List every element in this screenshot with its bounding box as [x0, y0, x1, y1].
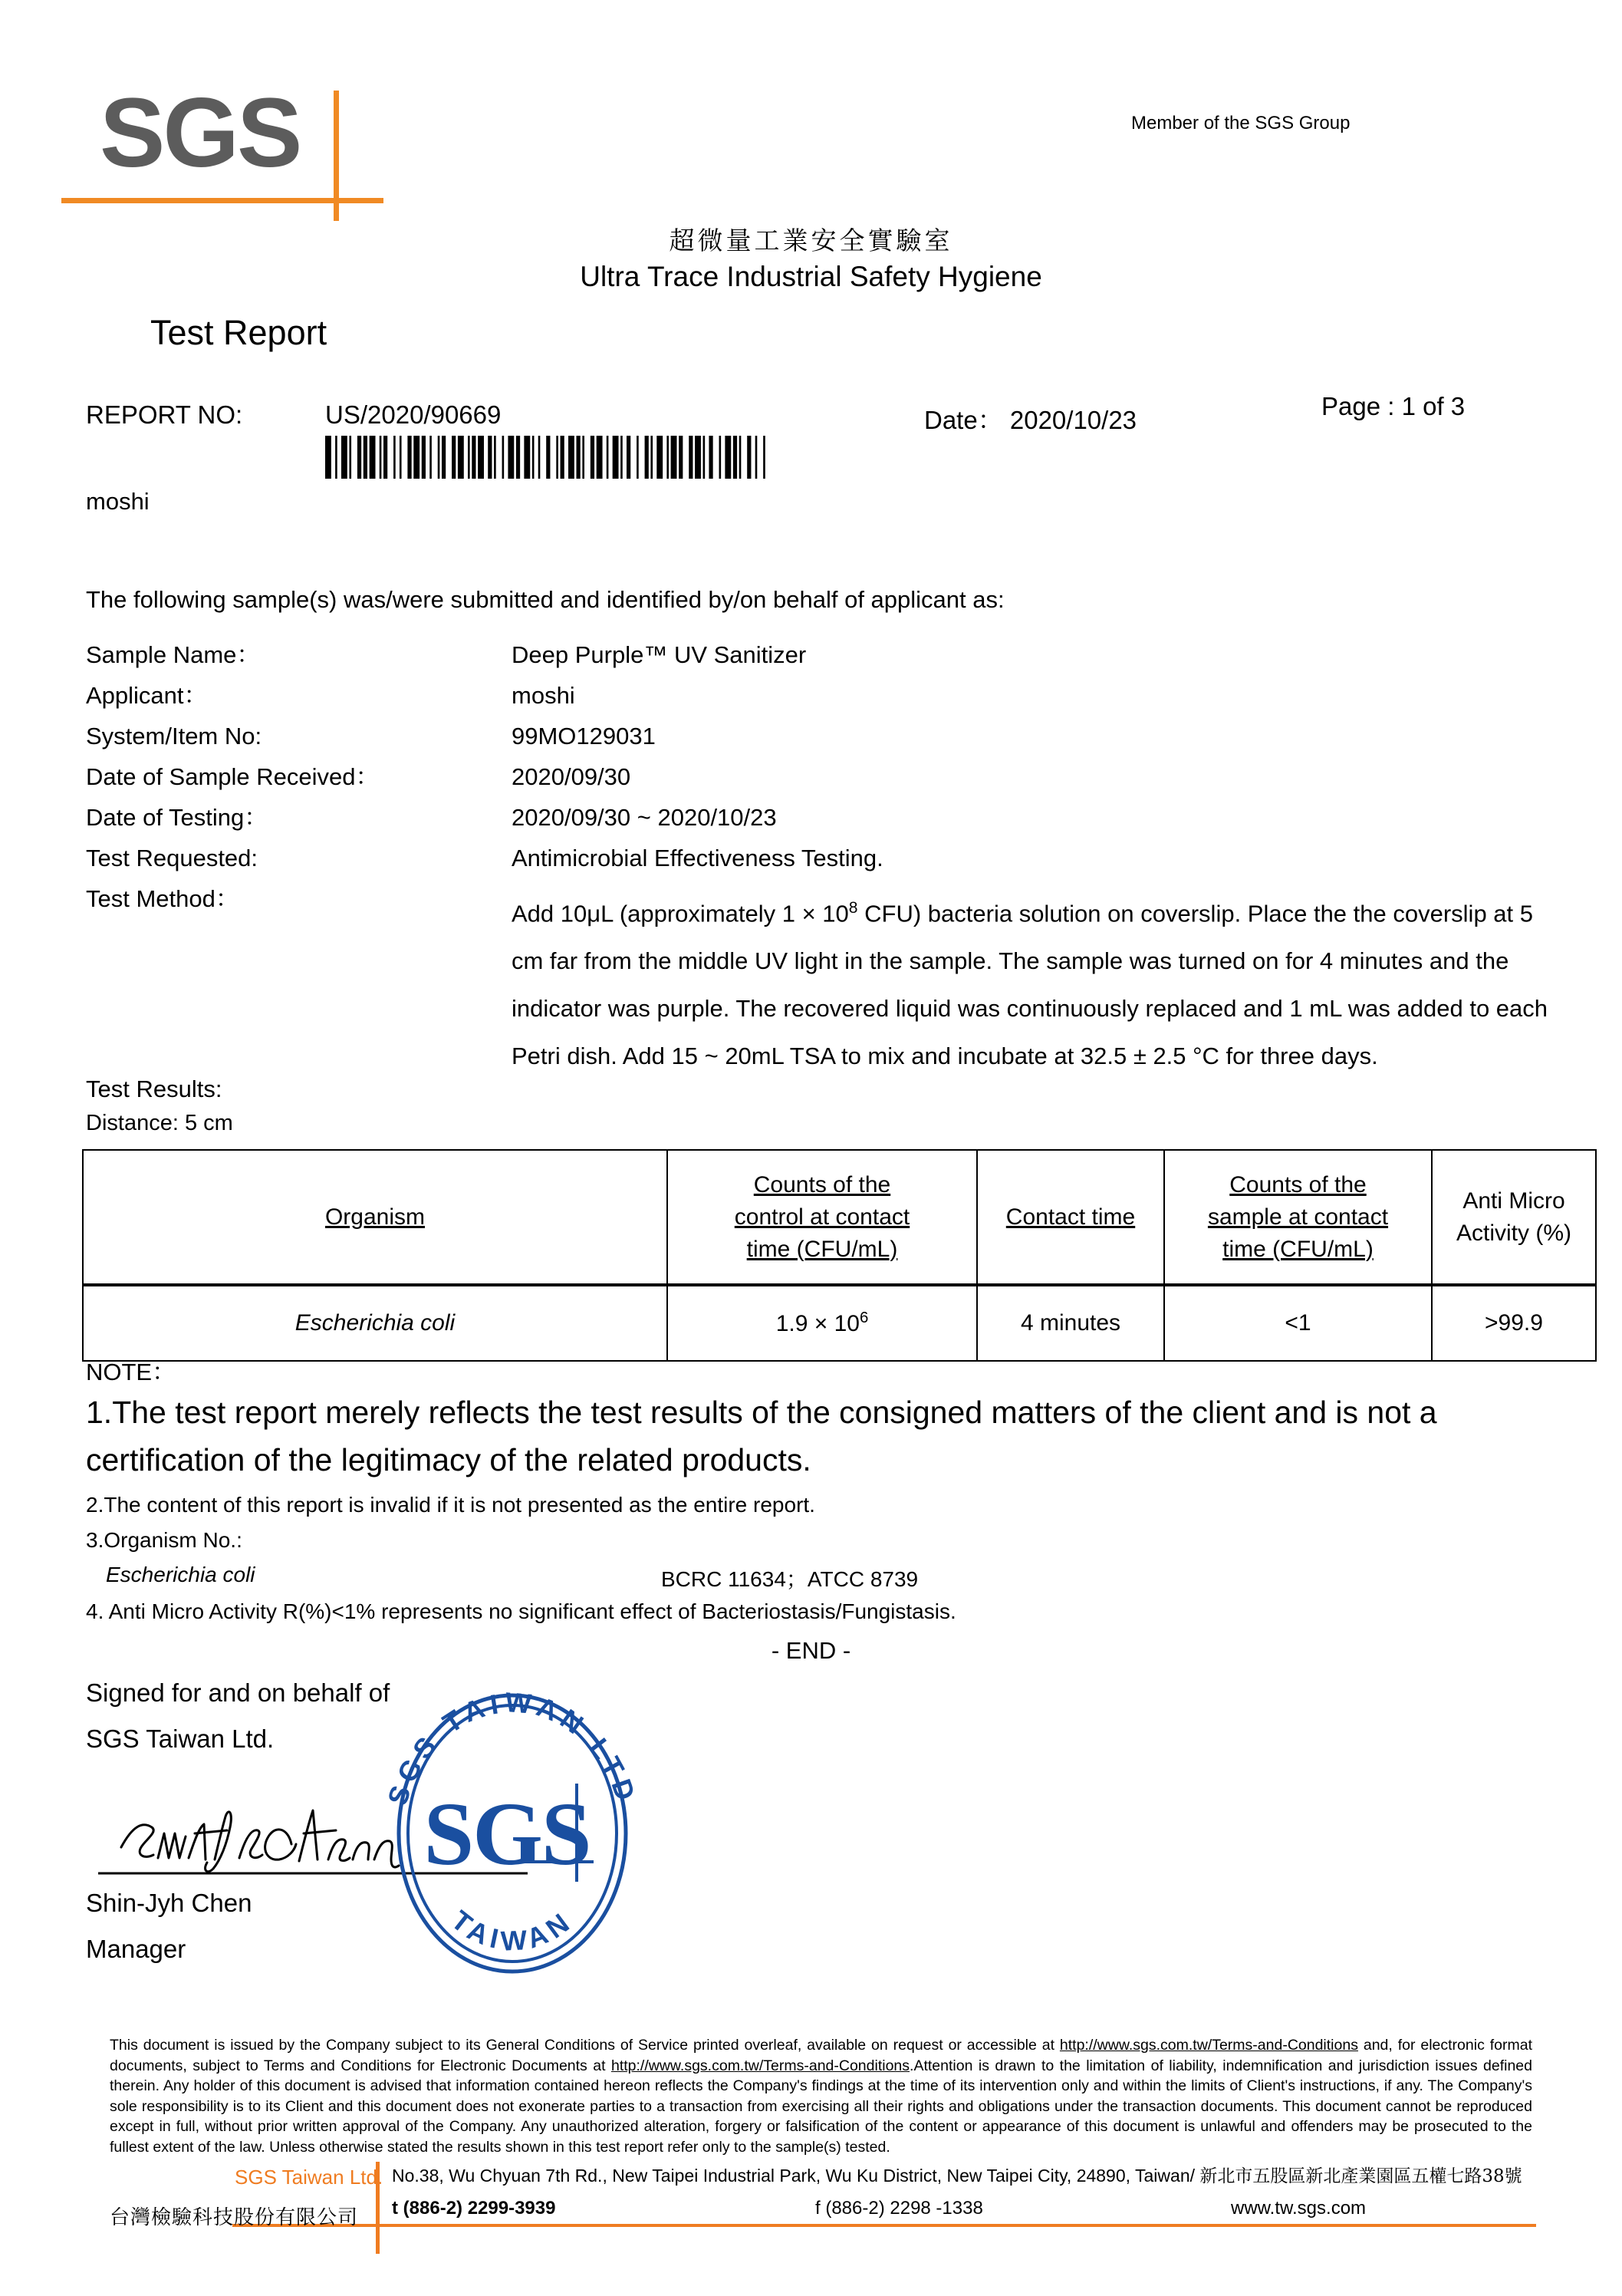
- method-part2: CFU) bacteria solution on coverslip. Place the the coverslip at 5 cm far from the middle UV light in the sample. The sample was turned on for 4 minutes and the indicator was purple. The recovered liquid was continuously replaced and 1 mL was added to each Petri dish. Add 15 ~ 20mL TSA to mix and incubate at 32.5 ± 2.5 °C for three days.: [512, 900, 1548, 1070]
- header-line: Organism: [324, 1204, 426, 1230]
- table-header-row: [83, 1150, 1596, 1285]
- method-exponent: 8: [848, 899, 858, 917]
- col-header-anti-micro-activity: [1432, 1150, 1596, 1285]
- header-line: Activity (%): [1456, 1220, 1571, 1246]
- sgs-company-stamp: [367, 1692, 658, 1975]
- field-value: 99MO129031: [512, 723, 656, 749]
- footer-horizontal-rule: [232, 2224, 1536, 2227]
- sgs-logo: [100, 78, 406, 230]
- field-label: Sample Name：: [86, 641, 261, 668]
- header-line: Counts of the: [753, 1171, 891, 1197]
- signer-name: Shin-Jyh Chen: [86, 1889, 252, 1917]
- header-line: sample at contact: [1207, 1204, 1389, 1230]
- col-header-contact-time: [977, 1150, 1164, 1285]
- footer-member-note: Member of the SGS Group: [1131, 113, 1351, 133]
- note-organism-name: Escherichia coli: [106, 1563, 255, 1586]
- field-row-system-item-no: [86, 722, 1558, 751]
- note-item-3: 3.Organism No.:: [86, 1528, 242, 1552]
- end-marker: - END -: [771, 1637, 851, 1664]
- field-label: System/Item No:: [86, 723, 262, 749]
- note-heading: NOTE：: [86, 1359, 176, 1385]
- field-row-sample-name: [86, 641, 1558, 670]
- results-table: [82, 1149, 1597, 1362]
- barcode: [325, 436, 906, 479]
- lab-name-chinese: 超微量工業安全實驗室: [669, 226, 953, 255]
- control-count-exp: 6: [859, 1309, 869, 1326]
- note-item-2: 2.The content of this report is invalid if it is not presented as the entire report.: [86, 1493, 815, 1517]
- field-row-applicant: [86, 681, 1558, 710]
- col-header-organism: [83, 1150, 667, 1285]
- table-row: [83, 1285, 1596, 1361]
- applicant-shortname: moshi: [86, 488, 150, 515]
- footer-address-en: No.38, Wu Chyuan 7th Rd., New Taipei Industrial Park, Wu Ku District, New Taipei City, 24890, Taiwan/: [392, 2166, 1200, 2186]
- field-label: Date of Testing：: [86, 804, 268, 831]
- field-label: Test Method：: [86, 885, 239, 912]
- field-value: 2020/09/30: [512, 763, 631, 790]
- report-date: Date： 2020/10/23: [924, 406, 1137, 434]
- field-label: Applicant：: [86, 682, 208, 709]
- cell-contact-time: 4 minutes: [977, 1285, 1164, 1361]
- lab-name-english: Ultra Trace Industrial Safety Hygiene: [580, 261, 1042, 292]
- field-value: Antimicrobial Effectiveness Testing.: [512, 845, 883, 871]
- footer-telephone: t (886-2) 2299-3939: [392, 2198, 556, 2219]
- terms-link-2[interactable]: http://www.sgs.com.tw/Terms-and-Conditions: [610, 2057, 910, 2074]
- header-line: time (CFU/mL): [746, 1236, 898, 1262]
- logo-horizontal-rule: [61, 198, 383, 203]
- header-line: Anti Micro: [1462, 1188, 1565, 1214]
- field-row-date-testing: [86, 803, 1558, 832]
- field-value: Deep Purple™ UV Sanitizer: [512, 641, 807, 668]
- legal-text-c: .Attention is drawn to the limitation of liability, indemnification and jurisdiction issues defined therein. Any holder of this document is advised that information contained hereon reflects the Company's findings at the time of its intervention only and within the limits of Client's instructions, if any. The Company's sole responsibility is to its Client and this document does not exonerate parties to a transaction from exercising all their rights and obligations under the transaction documents. This document cannot be reproduced except in full, without prior written approval of the Company. Any unauthorized alteration, forgery or falsification of the content or appearance of this document is unlawful and offenders may be prosecuted to the fullest extent of the law. Unless otherwise stated the results shown in this test report refer only to the sample(s) tested.: [110, 2057, 1532, 2156]
- footer-website[interactable]: www.tw.sgs.com: [1231, 2198, 1367, 2219]
- page-title: Test Report: [150, 313, 327, 352]
- sgs-logo-text: SGS: [100, 78, 301, 188]
- cell-control-count: [667, 1285, 977, 1361]
- note-organism-code: BCRC 11634；ATCC 8739: [661, 1567, 919, 1591]
- report-no-label: REPORT NO:: [86, 400, 243, 429]
- footer-address-cn: 新北市五股區新北產業園區五權七路38號: [1199, 2166, 1522, 2186]
- distance-label: Distance: 5 cm: [86, 1111, 233, 1135]
- note-item-1: 1.The test report merely reflects the test results of the consigned matters of the client and is not a certification of the legitimacy of the related products.: [86, 1395, 1437, 1477]
- legal-text-a: This document is issued by the Company subject to its General Conditions of Service printed overleaf, available on request or accessible at: [110, 2037, 1060, 2054]
- field-label: Test Requested:: [86, 845, 258, 871]
- note-item-4: 4. Anti Micro Activity R(%)<1% represents no significant effect of Bacteriostasis/Fungistasis.: [86, 1599, 956, 1623]
- col-header-sample-counts: [1164, 1150, 1432, 1285]
- field-row-test-method: [86, 884, 1558, 1080]
- signing-entity: SGS Taiwan Ltd.: [86, 1724, 275, 1753]
- report-no-value: US/2020/90669: [325, 400, 502, 429]
- cell-sample-count: <1: [1164, 1285, 1432, 1361]
- field-label: Date of Sample Received：: [86, 763, 380, 790]
- terms-link-1[interactable]: http://www.sgs.com.tw/Terms-and-Conditions: [1059, 2037, 1358, 2054]
- field-row-test-requested: [86, 844, 1558, 873]
- footer-company-en: SGS Taiwan Ltd.: [235, 2166, 383, 2189]
- legal-text-b: and, for electronic format documents, subject to Terms and Conditions for Electronic Documents at: [110, 2037, 1532, 2074]
- footer: [110, 2162, 1536, 2269]
- cell-organism: Escherichia coli: [83, 1285, 667, 1361]
- page-number: Page : 1 of 3: [1321, 392, 1466, 420]
- cell-activity: >99.9: [1432, 1285, 1596, 1361]
- signed-for-line: Signed for and on behalf of: [86, 1678, 390, 1707]
- sample-details: [86, 641, 1558, 1092]
- signer-role: Manager: [86, 1935, 186, 1963]
- footer-fax: f (886-2) 2298 -1338: [815, 2198, 983, 2219]
- control-count-base: 1.9 × 10: [775, 1311, 860, 1336]
- header-line: Counts of the: [1229, 1171, 1367, 1197]
- svg-text:SGS: SGS: [423, 1784, 591, 1884]
- footer-company-cn: 台灣檢驗科技股份有限公司: [110, 2206, 359, 2229]
- field-value: moshi: [512, 682, 575, 709]
- legal-disclaimer: [110, 2035, 1532, 2157]
- intro-text: The following sample(s) was/were submitted and identified by/on behalf of applicant as:: [86, 586, 1005, 613]
- test-results-heading: Test Results:: [86, 1076, 222, 1102]
- test-method-text: [512, 884, 1558, 1080]
- svg-text:SGS TAIWAN LTD: SGS TAIWAN LTD: [381, 1692, 643, 1810]
- field-value: 2020/09/30 ~ 2020/10/23: [512, 804, 777, 831]
- footer-address: [392, 2162, 1522, 2187]
- header-line: time (CFU/mL): [1222, 1236, 1374, 1262]
- header-line: control at contact: [734, 1204, 910, 1230]
- field-row-date-received: [86, 763, 1558, 792]
- header-line: Contact time: [1005, 1204, 1136, 1230]
- svg-text:TAIWAN: TAIWAN: [446, 1903, 579, 1957]
- method-part1: Add 10μL (approximately 1 × 10: [512, 900, 849, 927]
- col-header-control-counts: [667, 1150, 977, 1285]
